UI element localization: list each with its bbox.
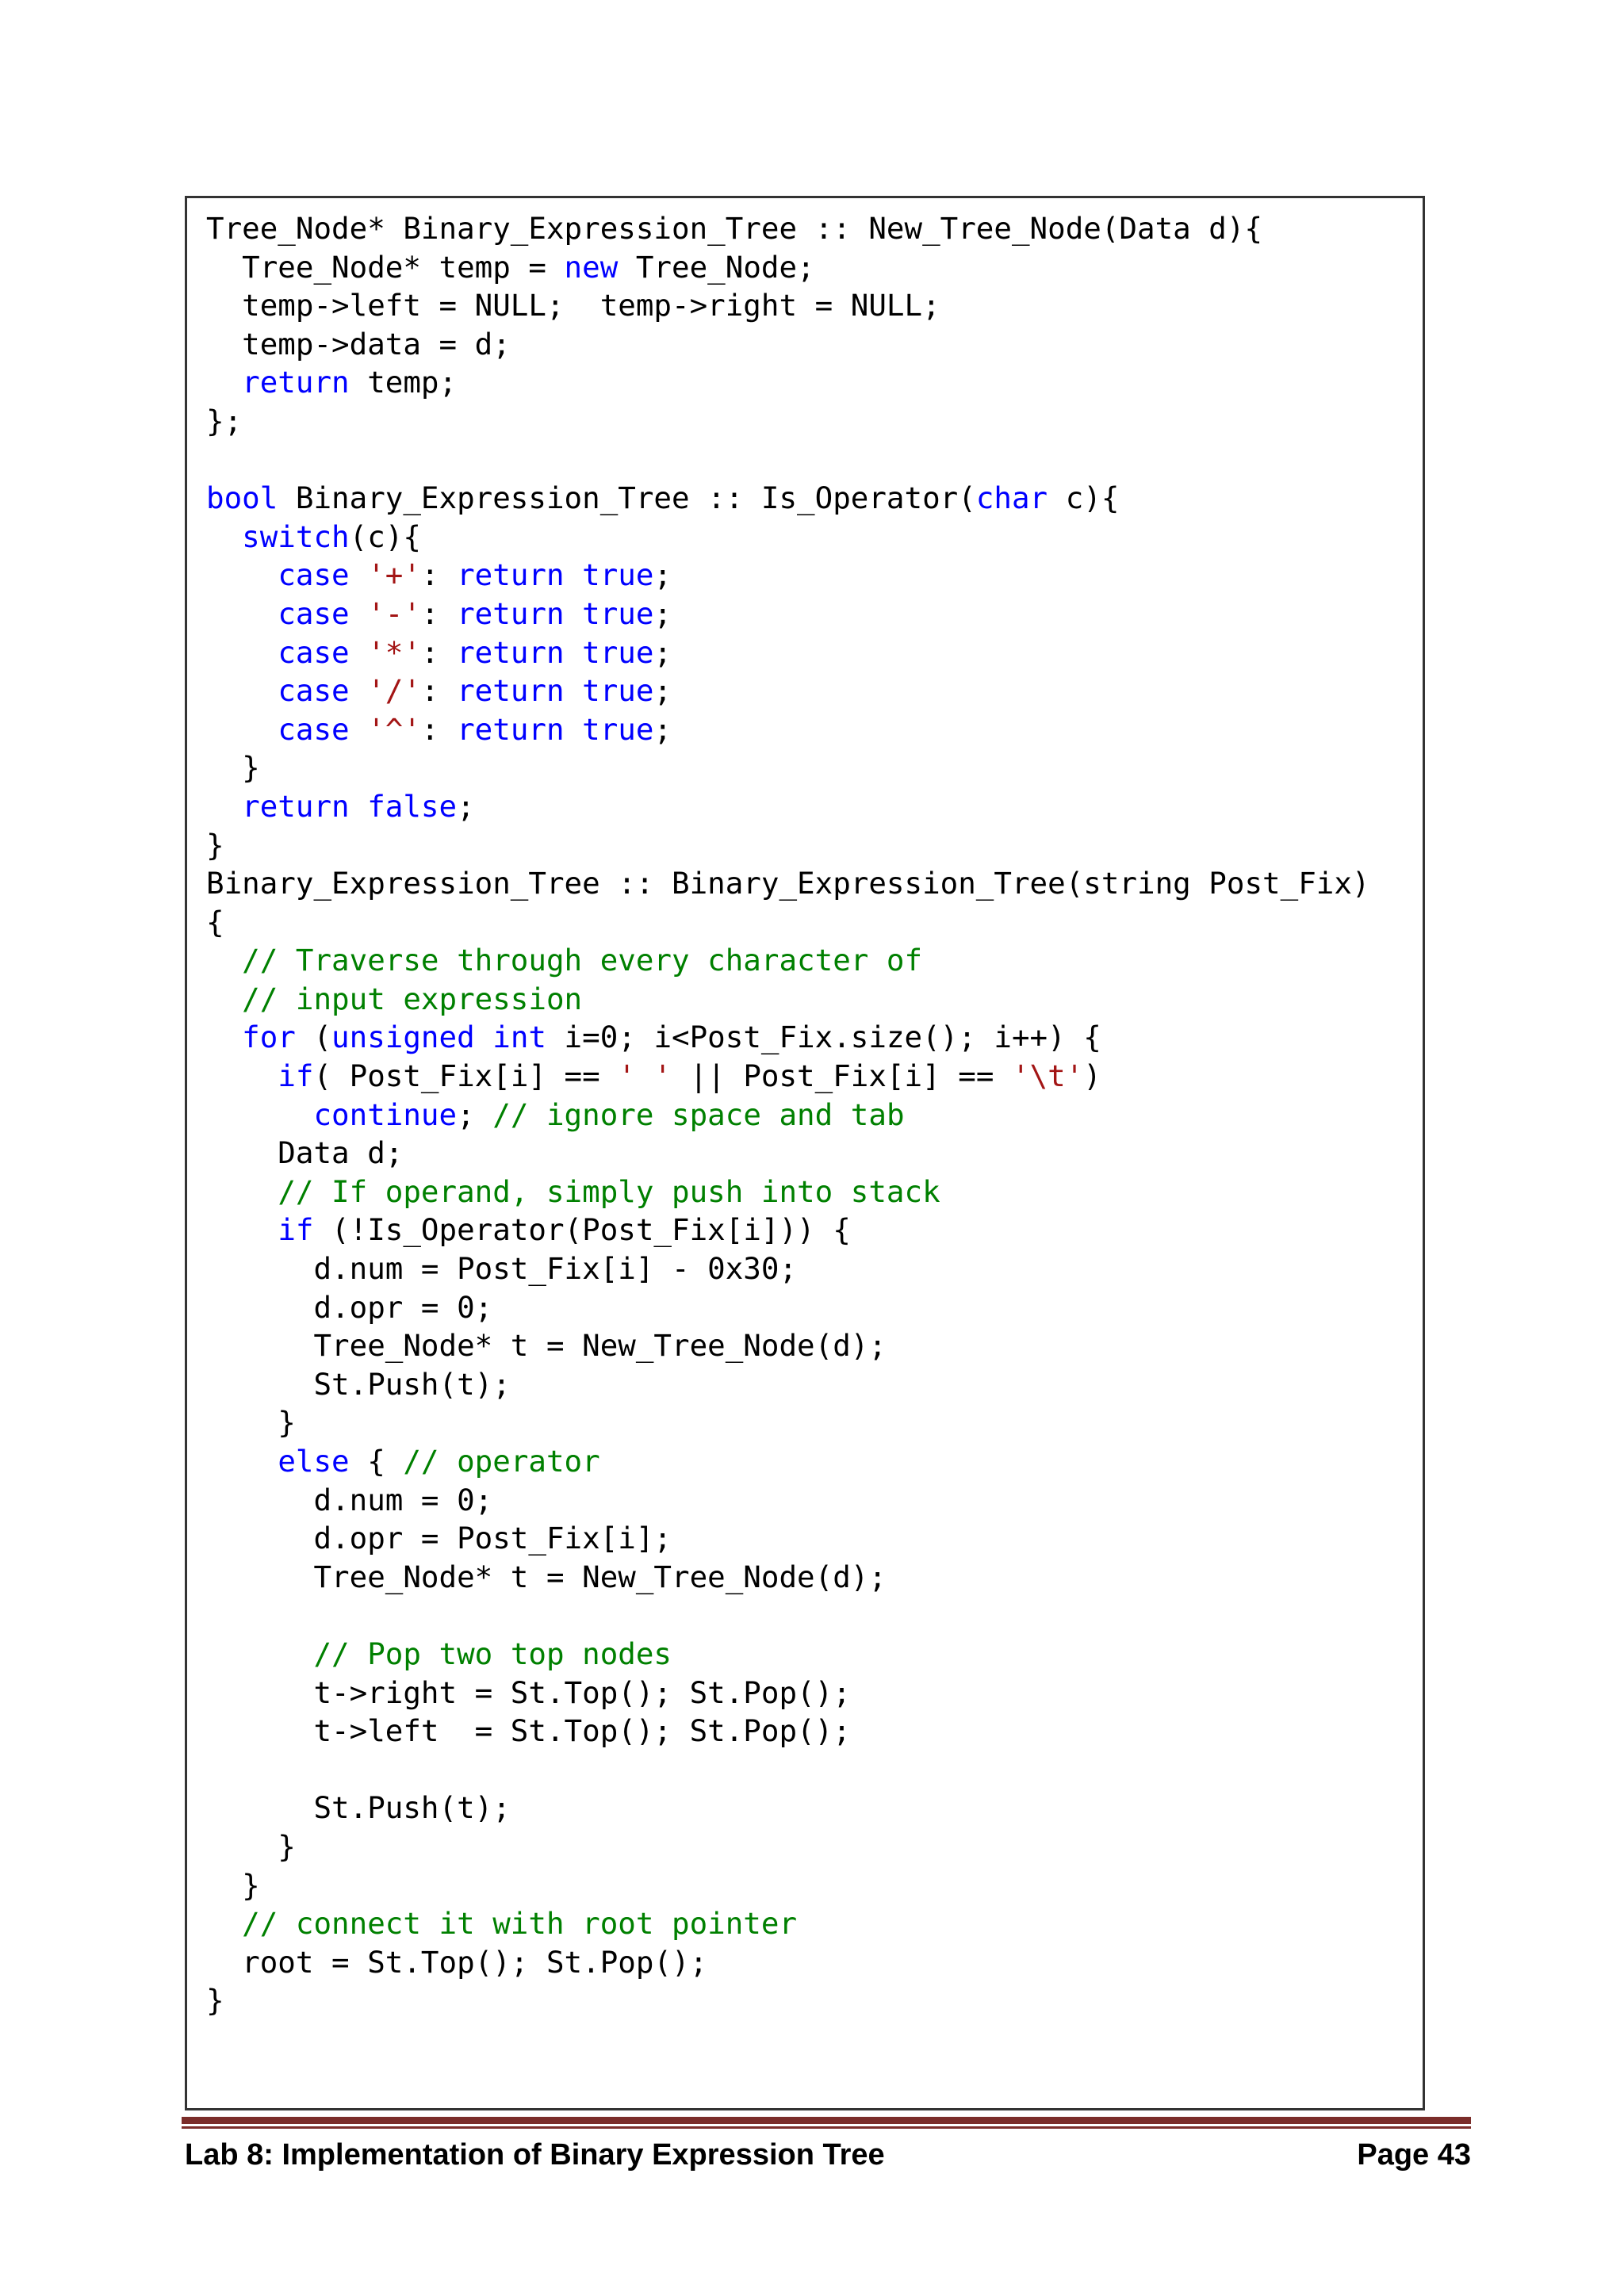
code-line (206, 1519, 1370, 1558)
code-token-text: ; (653, 673, 672, 709)
code-token-keyword: else (278, 1444, 350, 1479)
code-line (206, 941, 1370, 980)
code-token-keyword: bool (206, 480, 278, 516)
code-line (206, 1173, 1370, 1211)
code-token-keyword: switch (242, 519, 350, 554)
code-token-text: } (206, 1867, 260, 1903)
code-token-text: St.Push(t); (206, 1366, 511, 1402)
code-token-keyword: if (278, 1058, 314, 1094)
code-token-comment: // Pop two top nodes (313, 1636, 672, 1671)
code-listing-box (185, 196, 1425, 2110)
code-token-keyword: case (278, 711, 350, 747)
code-line (206, 1674, 1370, 1712)
code-token-string: '*' (367, 634, 421, 670)
code-token-text (206, 1212, 278, 1247)
code-line (206, 1211, 1370, 1249)
code-token-text: ; (653, 634, 672, 670)
code-token-text: ; (653, 595, 672, 631)
code-line (206, 1403, 1370, 1442)
page-number: Page 43 (1357, 2138, 1471, 2172)
code-line (206, 1134, 1370, 1173)
code-token-keyword: return (457, 595, 565, 631)
code-token-text (565, 557, 583, 592)
code-token-text: ; (457, 1096, 493, 1132)
code-token-text (206, 1058, 278, 1093)
code-token-keyword: true (582, 634, 654, 670)
code-line (206, 1596, 1370, 1635)
code-token-text: : (420, 634, 458, 670)
code-token-text: } (206, 750, 260, 786)
code-token-text: { (206, 904, 224, 939)
code-token-text (206, 1636, 313, 1671)
code-token-text (206, 1020, 242, 1054)
code-token-keyword: continue (313, 1096, 458, 1132)
code-token-text (206, 596, 278, 631)
code-token-keyword: case (278, 673, 350, 709)
code-token-text: ; (653, 557, 672, 593)
code-token-text (206, 557, 278, 592)
code-token-keyword: unsigned (331, 1020, 475, 1055)
code-line (206, 325, 1370, 364)
code-token-text (206, 712, 278, 747)
code-token-keyword: case (278, 557, 350, 593)
code-token-text: }; (206, 403, 243, 438)
code-token-comment: // ignore space and tab (492, 1096, 905, 1132)
code-token-text: Tree_Node* Binary_Expression_Tree :: New_Tree_Node(Data d){ (206, 211, 1263, 246)
code-token-text: ) (1083, 1058, 1101, 1094)
code-token-text: { (349, 1444, 404, 1479)
code-token-keyword: false (367, 788, 458, 824)
code-token-keyword: case (278, 634, 350, 670)
code-token-text (206, 1906, 242, 1941)
code-token-text (565, 596, 583, 631)
code-token-text: d.num = 0; (206, 1482, 493, 1517)
code-token-text (206, 519, 242, 554)
code-token-text (350, 557, 368, 592)
code-line (206, 1481, 1370, 1520)
code-token-text: Tree_Node; (618, 249, 815, 285)
code-line (206, 826, 1370, 865)
code-token-keyword: new (564, 249, 619, 285)
code-token-text (206, 1174, 278, 1209)
code-line (206, 1789, 1370, 1827)
footer-rule-thick (182, 2117, 1471, 2124)
code-line (206, 1442, 1370, 1481)
code-token-text: St.Push(t); (206, 1790, 511, 1826)
code-token-text: || Post_Fix[i] == (672, 1058, 1012, 1094)
code-line (206, 1712, 1370, 1751)
code-token-text: } (206, 1828, 296, 1864)
code-token-keyword: int (492, 1020, 546, 1055)
code-token-text: : (420, 595, 458, 631)
code-line (206, 1866, 1370, 1905)
code-token-text (565, 673, 583, 708)
code-token-keyword: return (242, 788, 350, 824)
footer-rule-thin (182, 2126, 1471, 2129)
code-line (206, 1904, 1370, 1943)
code-token-text: root = St.Top(); St.Pop(); (206, 1944, 708, 1980)
code-line (206, 1018, 1370, 1057)
code-line (206, 441, 1370, 480)
code-line (206, 1751, 1370, 1789)
code-token-text (206, 635, 278, 670)
code-token-text: } (206, 827, 224, 863)
code-line (206, 248, 1370, 287)
code-token-keyword: return (242, 365, 350, 400)
code-token-keyword: case (278, 595, 350, 631)
code-line (206, 1635, 1370, 1674)
code-token-string: '/' (367, 673, 421, 709)
code-token-text (206, 1097, 313, 1132)
code-line (206, 363, 1370, 402)
code-token-text (350, 673, 368, 708)
code-token-string: '+' (367, 557, 421, 593)
code-token-string: ' ' (618, 1058, 672, 1094)
code-token-text: d.opr = Post_Fix[i]; (206, 1521, 672, 1556)
code-token-comment: // operator (403, 1444, 600, 1479)
code-token-text: ; (653, 711, 672, 747)
code-token-text: t->right = St.Top(); St.Pop(); (206, 1674, 851, 1710)
code-listing (206, 209, 1370, 2020)
code-token-text: : (420, 711, 458, 747)
code-line (206, 1827, 1370, 1866)
code-token-text: : (420, 557, 458, 593)
code-line (206, 1326, 1370, 1365)
code-token-text (350, 596, 368, 631)
code-token-text: temp; (349, 365, 458, 400)
code-token-keyword: true (582, 557, 654, 593)
code-token-text: (c){ (349, 519, 421, 554)
code-token-string: '-' (367, 595, 421, 631)
code-token-text (565, 712, 583, 747)
code-line (206, 903, 1370, 942)
code-token-text: ( Post_Fix[i] == (313, 1058, 619, 1094)
code-line (206, 980, 1370, 1019)
code-line (206, 479, 1370, 518)
code-token-string: '\t' (1011, 1058, 1084, 1094)
code-token-text: Tree_Node* t = New_Tree_Node(d); (206, 1559, 887, 1594)
code-line (206, 1365, 1370, 1404)
code-line (206, 595, 1370, 633)
code-line (206, 1249, 1370, 1288)
code-line (206, 209, 1370, 248)
code-line (206, 672, 1370, 710)
code-token-text: ( (295, 1020, 332, 1055)
code-token-text: Tree_Node* t = New_Tree_Node(d); (206, 1328, 887, 1364)
code-token-text (206, 365, 242, 400)
code-token-comment: // connect it with root pointer (242, 1906, 798, 1942)
code-token-keyword: for (242, 1020, 296, 1055)
code-line (206, 633, 1370, 672)
code-token-keyword: char (975, 480, 1048, 516)
code-token-string: '^' (367, 711, 421, 747)
code-token-text: } (206, 1983, 224, 2019)
code-token-text: i=0; i<Post_Fix.size(); i++) { (546, 1020, 1101, 1055)
code-token-keyword: true (582, 673, 654, 709)
code-token-keyword: return (457, 634, 565, 670)
code-line (206, 748, 1370, 787)
code-line (206, 864, 1370, 903)
code-token-text (206, 673, 278, 708)
code-token-keyword: true (582, 711, 654, 747)
code-token-text: Binary_Expression_Tree :: Is_Operator( (278, 480, 976, 516)
code-line (206, 1943, 1370, 1982)
code-token-text: temp->left = NULL; temp->right = NULL; (206, 288, 940, 323)
code-line (206, 710, 1370, 749)
code-line (206, 1288, 1370, 1327)
code-line (206, 1096, 1370, 1135)
code-token-keyword: return (457, 711, 565, 747)
code-token-keyword: return (457, 557, 565, 593)
code-token-text (206, 1444, 278, 1479)
code-token-text (206, 943, 242, 978)
code-token-text: d.opr = 0; (206, 1289, 493, 1325)
code-line (206, 1558, 1370, 1597)
code-token-comment: // Traverse through every character of (242, 943, 923, 978)
code-line (206, 518, 1370, 557)
code-line (206, 787, 1370, 826)
code-token-text (350, 712, 368, 747)
code-token-text: Data d; (206, 1135, 404, 1171)
code-token-comment: // If operand, simply push into stack (278, 1173, 940, 1209)
code-token-keyword: return (457, 673, 565, 709)
code-token-text: : (420, 673, 458, 709)
code-token-text (350, 789, 368, 824)
code-token-text (206, 789, 242, 824)
code-token-text: (!Is_Operator(Post_Fix[i])) { (313, 1212, 851, 1248)
code-token-text: t->left = St.Top(); St.Pop(); (206, 1713, 851, 1749)
code-token-text (565, 635, 583, 670)
code-token-text: temp->data = d; (206, 326, 511, 362)
code-token-text (206, 982, 242, 1016)
code-token-text: Binary_Expression_Tree :: Binary_Expression_Tree(string Post_Fix) (206, 866, 1370, 901)
code-token-text: ; (457, 788, 475, 824)
code-token-keyword: true (582, 595, 654, 631)
code-line (206, 556, 1370, 595)
code-token-text: } (206, 1405, 296, 1441)
code-token-keyword: if (278, 1212, 314, 1248)
code-token-text (475, 1020, 493, 1054)
code-line (206, 286, 1370, 325)
code-line (206, 402, 1370, 441)
code-line (206, 1981, 1370, 2020)
code-token-text: Tree_Node* temp = (206, 249, 565, 285)
code-token-text: c){ (1048, 480, 1120, 516)
footer-title: Lab 8: Implementation of Binary Expression Tree (185, 2138, 885, 2172)
code-token-comment: // input expression (242, 981, 583, 1016)
code-token-text (350, 635, 368, 670)
code-line (206, 1057, 1370, 1096)
code-token-text: d.num = Post_Fix[i] - 0x30; (206, 1251, 798, 1287)
